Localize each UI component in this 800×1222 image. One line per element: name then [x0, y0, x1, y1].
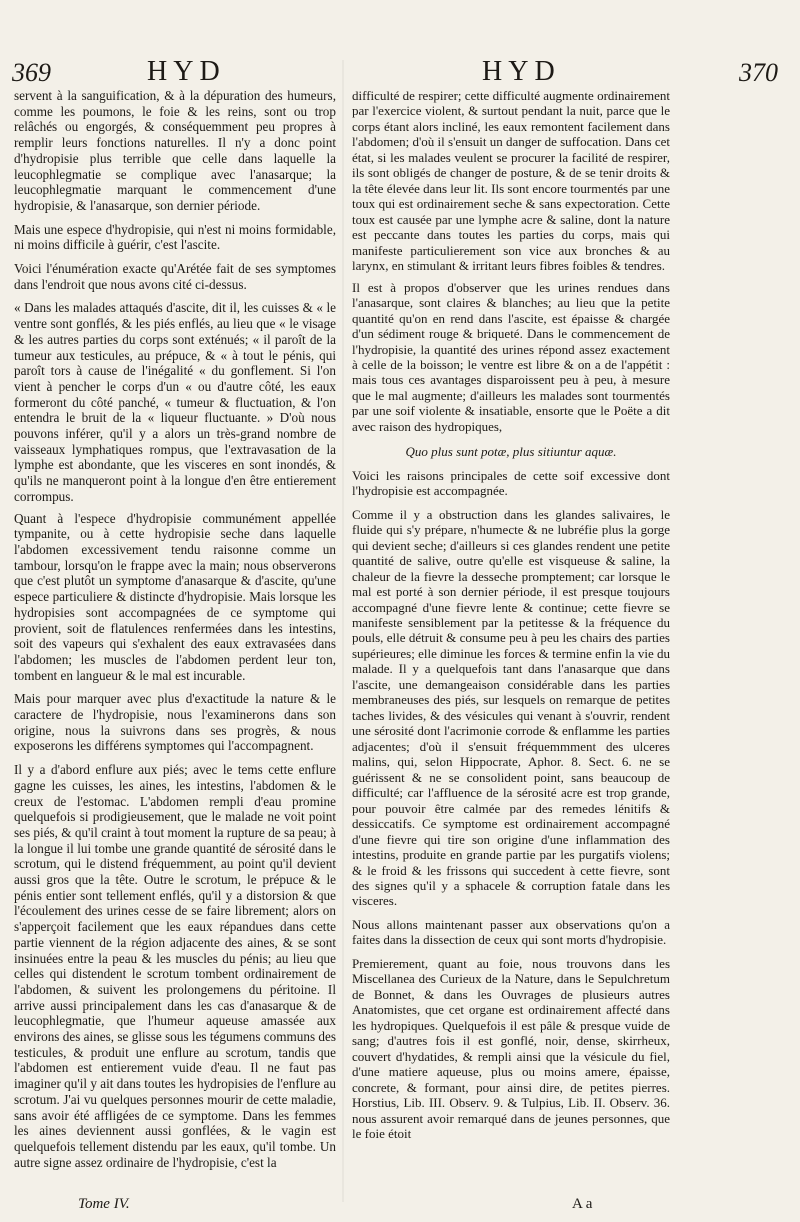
column-divider	[342, 60, 344, 1202]
volume-label: Tome IV.	[78, 1196, 130, 1212]
paragraph: Premierement, quant au foie, nous trouvons dans les Miscellanea des Curieux de la Nature, dans le Sepulchretum de Bonnet, & dans les Ouvrages de plusieurs autres Anatomistes, que cet organe est ordinairement affecté dans les hydropiques. Quelquefois il est pâle & presque vuide de sang; d'autres fois il est gonflé, noir, dense, skirrheux, couvert d'hydatides, & rempli ainsi que la vésicule du fiel, d'une matiere aqueuse, plus ou moins amere, épaisse, concrete, & formant, pour ainsi dire, de petites pierres. Horstius, Lib. III. Observ. 9. & Tulpius, Lib. II. Observ. 36. nous assurent avoir remarqué dans de jeunes personnes, que le foie étoit	[352, 955, 670, 1141]
paragraph: Mais pour marquer avec plus d'exactitude la nature & le caractere de l'hydropisie, nous l'examinerons dans son origine, nous la suivrons dans ses progrès, & nous exposerons les différens symptomes qui l'accompagnent.	[14, 691, 336, 754]
right-column	[352, 88, 670, 1147]
paragraph: Comme il y a obstruction dans les glandes salivaires, le fluide qui s'y prépare, n'humecte & ne lubréfie plus la gorge qui devient seche; d'ailleurs si ces glandes rendent une petite quantité de salive, outre qu'elle est visqueuse & saline, la chaleur de la fievre la desseche promptement; car lorsque le mal est porté à son dernier période, il est presque toujours accompagné d'une fievre lente & continue; cette fievre se manifeste sensiblement par la petitesse & la fréquence du pouls, elle détruit & consume peu à peu les chairs des parties supérieures; elle diminue les forces & termine enfin la vie du malade. Il y a quelquefois tant dans l'anasarque que dans l'ascite, une demangeaison considérable dans les parties membraneuses des piés, sur lesquels on remarque de petites taches livides, & des vésicules qui venant à s'ouvrir, rendent une sérosité dont l'acrimonie corrode & enflamme les parties adjacentes; d'où il s'ensuit fréquemmment des ulceres malins, qui, selon Hippocrate, Aphor. 8. Sect. 6. ne se guérissent & ne se consolident point, sans beaucoup de difficulté; car l'affluence de la sérosité acre est trop grande, pour pouvoir être calmée par des remedes lénitifs & dessiccatifs. Ce symptome est ordinairement accompagné d'une fievre qui tire son origine d'une inflammation des intestins, produite en grande partie par les purgatifs violens; & le froid & les frissons qui succedent à cette fievre, sont des signes qu'il y a sphacele & corruption fatale dans les visceres.	[352, 506, 670, 909]
right-page-number: 370	[739, 58, 778, 87]
left-running-head: HYD	[147, 56, 226, 87]
paragraph: Voici l'énumération exacte qu'Arétée fait de ses symptomes dans l'endroit que nous avons cité ci-dessus.	[14, 261, 336, 292]
paragraph: Mais une espece d'hydropisie, qui n'est ni moins formidable, ni moins difficile à guérir, c'est l'ascite.	[14, 221, 336, 253]
quoted-paragraph: « Dans les malades attaqués d'ascite, dit il, les cuisses & « le ventre sont gonflés, & les piés enflés, au lieu que « le visage & les autres parties du corps sont exténués; « il paroît de la tumeur aux testicules, au prépuce, & « à tout le pénis, qui paroît tors à cause de l'inégalité « du gonflement. Si l'on vient à pencher le corps d'un « ou d'autre côté, les eaux formeront du côté panché, « tumeur & fluctuation, & l'on entendra le bruit de la « liqueur fluctuante. » D'où nous pouvons inférer, qu'il y a alors un très-grand nombre de vaisseaux lymphatiques rompus, que l'extravasation de la lymphe est abondante, que les visceres en sont inondés, & qu'ils ne manqueront point à la longue d'en être entierement corrompus.	[14, 300, 336, 504]
paragraph: Voici les raisons principales de cette soif excessive dont l'hydropisie est accompagnée.	[352, 467, 670, 499]
paragraph: servent à la sanguification, & à la dépuration des humeurs, comme les poumons, le foie & les reins, sont ou trop relâchés ou engorgés, & conséquemment peu propres à remplir leurs fonctions naturelles. Il n'y a donc point d'hydropisie plus terrible que celle dans laquelle la leucophlegmatie se complique avec l'anasarque; la leucophlegmatie marquant le commencement d'une hydropisie, & l'anasarque, son dernier période.	[14, 88, 336, 213]
paragraph: Il est à propos d'observer que les urines rendues dans l'anasarque, sont claires & blanches; au lieu que la petite quantité qu'on en rend dans l'ascite, est épaisse & chargée d'un sédiment rouge & briqueté. Dans le commencement de l'hydropisie, la quantité des urines répond assez exactement à celle de la boisson; le ventre est libre & on a de l'appétit : mais tous ces avantages disparoissent peu à peu, à mesure que le mal augmente; d'ailleurs les malades sont tourmentés par une soif violente & insatiable, ensorte que le Poëte a dit avec raison des hydropiques,	[352, 279, 670, 434]
paragraph: difficulté de respirer; cette difficulté augmente ordinairement par l'exercice violent, & surtout pendant la nuit, parce que le corps étant alors incliné, les eaux remontent facilement dans l'abdomen; d'où il s'ensuit un danger de suffocation. Dans cet état, si les malades veulent se procurer la facilité de respirer, ils sont obligés de changer de posture, & de se tenir droits & la tête élevée dans leur lit. Ils sont encore tourmentés par une toux qui est ordinairement seche & sans expectoration. Cette toux est causée par une lymphe acre & saline, dont la nature est peccante dans toutes les parties du corps, mais qui manifeste particulierement son vice aux bronches & au larynx, en stimulant & irritant leurs fibres foibles & tendres.	[352, 88, 670, 274]
latin-quote: Quo plus sunt potæ, plus sitiuntur aquæ.	[405, 444, 617, 460]
left-column	[14, 88, 336, 1176]
paragraph: Nous allons maintenant passer aux observations qu'on a faites dans la dissection de ceux qui sont morts d'hydropisie.	[352, 916, 670, 948]
page-header	[12, 52, 788, 88]
paragraph: Quant à l'espece d'hydropisie communément appellée tympanite, ou à cette hydropisie seche dans laquelle l'abdomen excessivement tendu raisonne comme un tambour, lorsqu'on le frappe avec la main; nous observerons que c'est plutôt un symptome d'anasarque & d'ascite, qu'une espece particuliere & distincte d'hydropisie. Mais lorsque les hydropisies sont accompagnées de ce symptome qui provient, soit de flatulences renfermées dans les intestins, soit des vapeurs qui s'exhalent des eaux extravasées dans l'abdomen; les muscles de l'abdomen perdent leur ton, tombent en langueur & le mal est incurable.	[14, 510, 336, 683]
paragraph: Il y a d'abord enflure aux piés; avec le tems cette enflure gagne les cuisses, les aines, les intestins, l'abdomen & le creux de l'estomac. L'abdomen rempli d'eau promine quelquefois si prodigieusement, que le malade ne voit point ses piés, & qu'il craint à tout moment la rupture de sa peau; à la longue il lui tombe une grande quantité de sérosité dans le scrotum, qui le distend fréquemment, au point qu'il devient aussi gros que la tête. Outre le scrotum, le prépuce & le pénis entier sont tellement enflés, qu'il y a distorsion & que l'écoulement des urines cesse de se faire librement; alors on s'apperçoit facilement que les eaux répandues dans cette partie viennent de la région adjacente des aines, & se sont insinuées entre la peau & les muscles du pénis; au lieu que celles qui distendent le scrotum tombent ordinairement de l'abdomen, & suivent les prolongemens du péritoine. Il arrive aussi principalement dans les cas d'anasarque & de leucophlegmatie, que l'humeur aqueuse amassée aux environs des aines, se glisse sous les tégumens communs des testicules, & produit une enflure au scrotum, tandis que l'abdomen est entierement vuide d'eau. Il ne faut pas imaginer qu'il y ait dans toutes les hydropisies de l'enflure au scrotum. J'ai vu quelques personnes mourir de cette maladie, sans avoir été affligées de ce symptome. Dans les femmes les aines deviennent aussi gonflées, & le vagin est quelquefois tellement distendu par les eaux, qu'il tombe. Un autre signe assez ordinaire de l'hydropisie, c'est la	[14, 762, 336, 1170]
signature-mark: A a	[572, 1196, 593, 1212]
left-page-number: 369	[12, 58, 51, 87]
right-running-head: HYD	[482, 56, 561, 87]
